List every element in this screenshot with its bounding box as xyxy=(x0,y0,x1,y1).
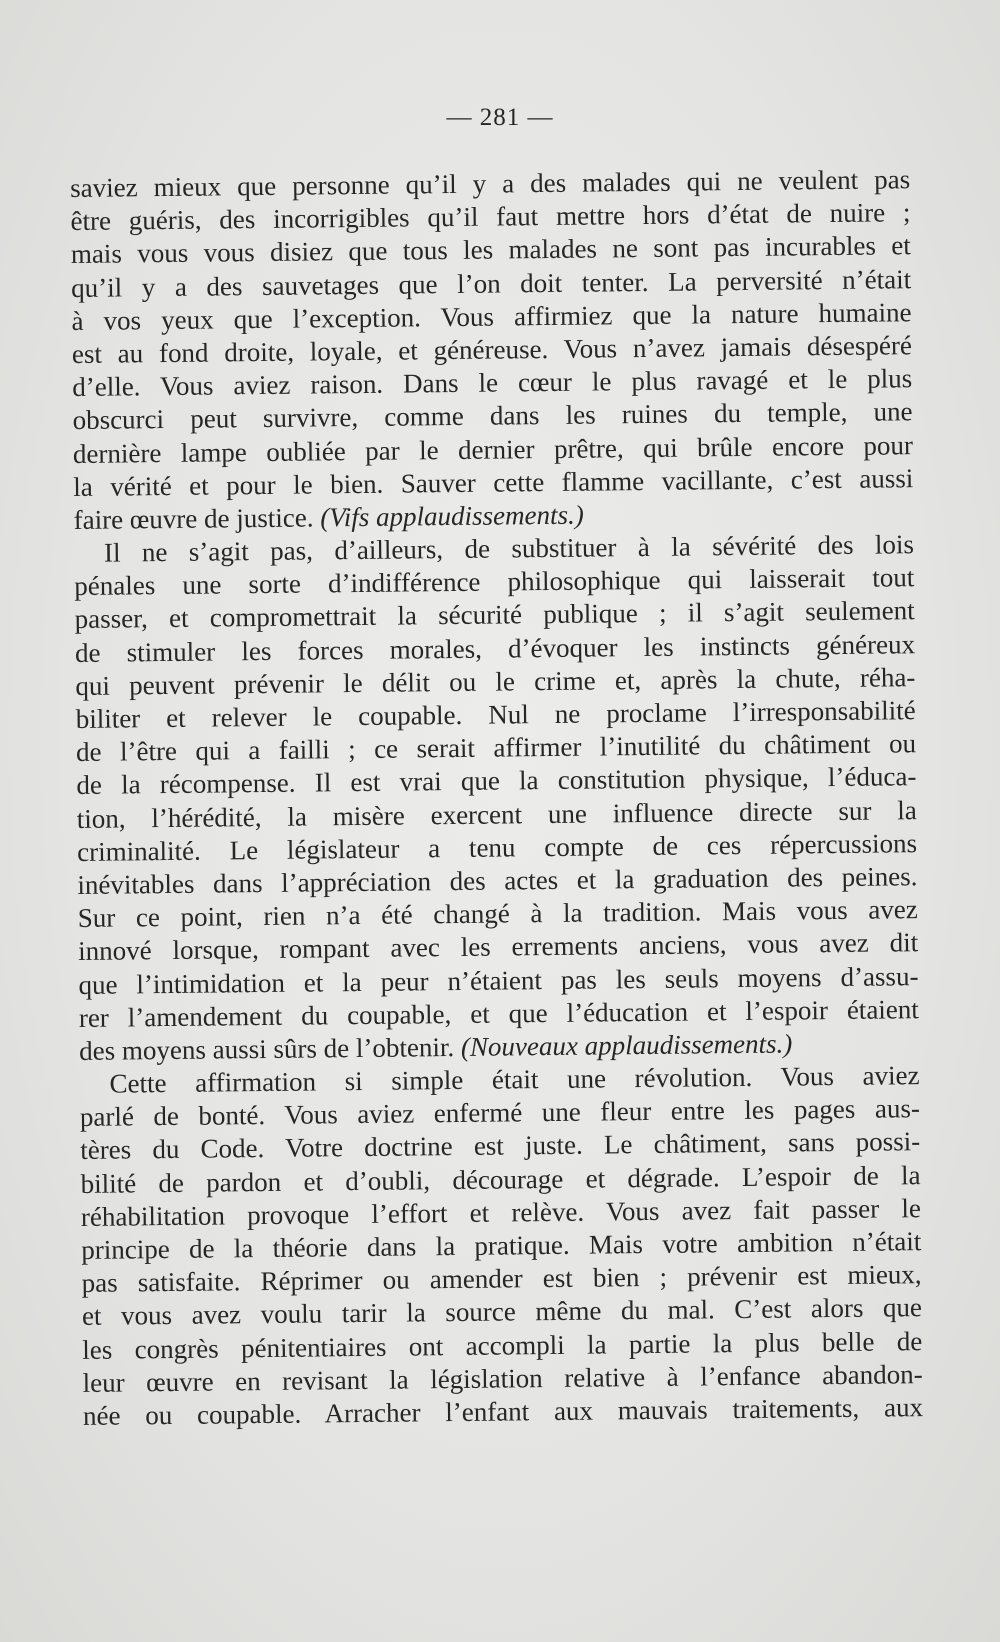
text-line-content: qu’il y a des sauvetages que l’on doit tenter. La perversité n’était xyxy=(71,263,912,303)
text-line-content: criminalité. Le législateur a tenu compte de ces répercussions xyxy=(76,827,918,867)
text-line-content: est au fond droite, loyale, et généreuse. Vous n’avez jamais désespéré xyxy=(71,330,913,369)
text-line-content: biliter et relever le coupable. Nul ne proclame l’irresponsabilité xyxy=(75,695,916,734)
text-line-content: inévitables dans l’appréciation des actes et la graduation des peines. xyxy=(77,861,918,900)
text-line-content: faire œuvre de justice. xyxy=(73,502,321,535)
text-line-content: qui peuvent prévenir le délit ou le crime et, après la chute, réha- xyxy=(75,661,916,701)
text-line-content: dernière lampe oubliée par le dernier prêtre, qui brûle encore pour xyxy=(72,429,914,469)
text-line-content: les congrès pénitentiaires ont accompli la partie la plus belle de xyxy=(82,1325,923,1365)
text-line-content: obscurci peut survivre, comme dans les ruines du temple, une xyxy=(72,396,913,436)
text-line-content: Cette affirmation si simple était une révolution. Vous aviez xyxy=(109,1060,920,1099)
text-line-content: d’elle. Vous aviez raison. Dans le cœur le plus ravagé et le plus xyxy=(72,363,913,403)
text-line-content: de l’être qui a failli ; ce serait affirmer l’inutilité du châtiment ou xyxy=(75,728,917,768)
applause-note: (Nouveaux applaudissements.) xyxy=(460,1028,793,1062)
text-line-content: à vos yeux que l’exception. Vous affirmiez que la nature humaine xyxy=(71,296,912,336)
text-line-content: et vous avez voulu tarir la source même du mal. C’est alors que xyxy=(81,1292,923,1332)
text-line-content: que l’intimidation et la peur n’étaient pas les seuls moyens d’assu- xyxy=(78,960,919,1000)
body-text xyxy=(70,163,923,1433)
text-line-content: principe de la théorie dans la pratique. Mais votre ambition n’était xyxy=(81,1226,922,1265)
text-line-content: Sur ce point, rien n’a été changé à la tradition. Mais vous avez xyxy=(77,894,918,934)
text-line-content: innové lorsque, rompant avec les errements anciens, vous avez dit xyxy=(78,927,919,967)
text-line-content: tères du Code. Votre doctrine est juste. Le châtiment, sans possi- xyxy=(80,1126,921,1166)
text-line-content: de stimuler les forces morales, d’évoquer les instincts généreux xyxy=(74,628,916,668)
text-line-content: des moyens aussi sûrs de l’obtenir. xyxy=(79,1031,462,1066)
page-number: — 281 — xyxy=(446,104,554,131)
applause-note: (Vifs applaudissements.) xyxy=(320,499,584,533)
text-line-content: tion, l’hérédité, la misère exercent une influence directe sur la xyxy=(76,794,917,834)
text-line-content: née ou coupable. Arracher l’enfant aux mauvais traitements, aux xyxy=(82,1392,924,1431)
text-line-content: la vérité et pour le bien. Sauver cette flamme vacillante, c’est aussi xyxy=(73,462,914,502)
text-line-content: saviez mieux que personne qu’il y a des malades qui ne veulent pas xyxy=(70,164,911,203)
text-line-content: bilité de pardon et d’oubli, décourage et dégrade. L’espoir de la xyxy=(80,1159,921,1199)
text-line-content: rer l’amendement du coupable, et que l’éducation et l’espoir étaient xyxy=(78,993,919,1033)
text-line-content: Il ne s’agit pas, d’ailleurs, de substituer à la sévérité des lois xyxy=(103,529,915,568)
text-line-content: de la récompense. Il est vrai que la constitution physique, l’éduca- xyxy=(76,761,917,801)
text-line-content: pas satisfaite. Réprimer ou amender est bien ; prévenir est mieux, xyxy=(81,1259,922,1299)
text-line-content: réhabilitation provoque l’effort et relève. Vous avez fait passer le xyxy=(80,1192,922,1232)
text-line-content: parlé de bonté. Vous aviez enfermé une fleur entre les pages aus- xyxy=(79,1093,921,1133)
text-line-content: pénales une sorte d’indifférence philosophique qui laisserait tout xyxy=(74,562,915,602)
text-line-content: mais vous vous disiez que tous les malades ne sont pas incurables et xyxy=(70,230,911,270)
text-line-content: être guéris, des incorrigibles qu’il faut mettre hors d’état de nuire ; xyxy=(70,197,911,237)
text-line-content: passer, et compromettrait la sécurité publique ; il s’agit seulement xyxy=(74,595,915,635)
text-line-content: leur œuvre en revisant la législation relative à l’enfance abandon- xyxy=(82,1358,923,1398)
